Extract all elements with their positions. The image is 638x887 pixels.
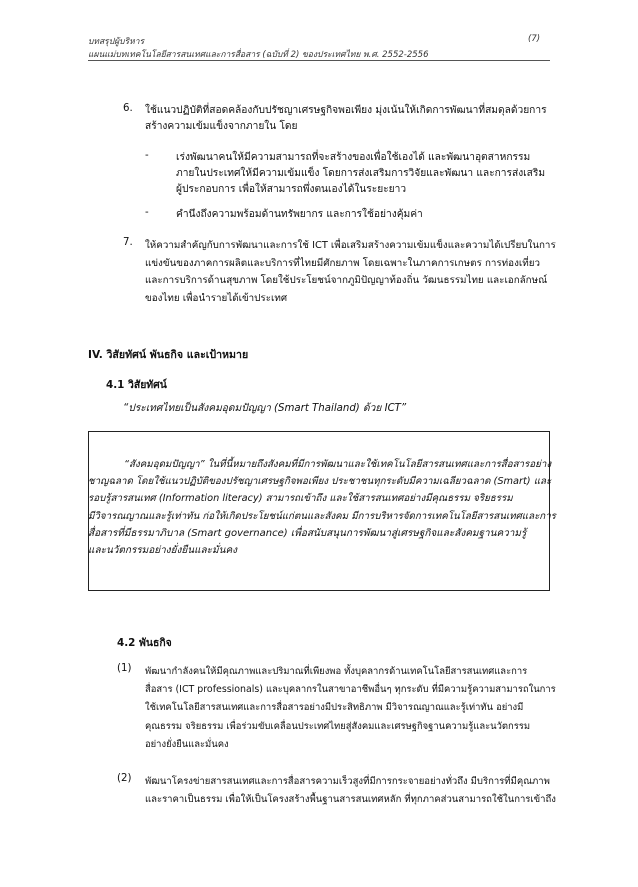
text-line: คุณธรรม จริยธรรม เพื่อร่วมขับเคลื่อนประเทศไทยสู่สังคมและเศรษฐกิจฐานความรู้และนวัตกรรม	[145, 720, 531, 732]
text-line: “สังคมอุดมปัญญา” ในที่นี้หมายถึงสังคมที่มีการพัฒนาและใช้เทคโนโลยีสารสนเทศและการสื่อสารอย่าง	[124, 459, 552, 470]
text-line: แข่งขันของภาคการผลิตและบริการที่ไทยมีศักยภาพ โดยเฉพาะในภาคการเกษตร การท่องเที่ยว	[145, 257, 540, 269]
vision-statement: “ประเทศไทยเป็นสังคมอุดมปัญญา (Smart Thailand) ด้วย ICT”	[123, 403, 407, 414]
text-line: พัฒนาโครงข่ายสารสนเทศและการสื่อสารความเร็วสูงที่มีการกระจายอย่างทั่วถึง มีบริการที่มีคุณภาพ	[145, 776, 550, 787]
page-number: (7)	[528, 34, 541, 44]
mission-1-text	[145, 663, 556, 754]
text-line: สื่อสาร (ICT professionals) และบุคลากรในสาขาอาชีพอื่นๆ ทุกระดับ ที่มีความรู้ความสามารถในการ	[145, 684, 556, 696]
text-line: สร้างความเข้มแข็งจากภายใน โดย	[145, 121, 298, 132]
mission-2-number: (2)	[117, 773, 132, 784]
section-heading: IV. วิสัยทัศน์ พันธกิจ และเป้าหมาย	[88, 349, 249, 361]
text-line: ผู้ประกอบการ เพื่อให้สามารถพึ่งตนเองได้ในระยะยาว	[176, 184, 407, 195]
text-line: ชาญฉลาด โดยใช้แนวปฏิบัติของปรัชญาเศรษฐกิจพอเพียง ประชาชนทุกระดับมีความเฉลียวฉลาด (Smart) และ	[88, 476, 552, 488]
item-6-bullet-2	[176, 207, 423, 223]
text-line: พัฒนากำลังคนให้มีคุณภาพและปริมาณที่เพียงพอ ทั้งบุคลากรด้านเทคโนโลยีสารสนเทศและการ	[145, 666, 528, 677]
header-subtitle: แผนแม่บทเทคโนโลยีสารสนเทศและการสื่อสาร (ฉบับที่ 2) ของประเทศไทย พ.ศ. 2552-2556	[88, 50, 429, 60]
text-line: และราคาเป็นธรรม เพื่อให้เป็นโครงสร้างพื้นฐานสารสนเทศหลัก ที่ทุกภาคส่วนสามารถใช้ในการเข้าถึง	[145, 794, 556, 806]
text-line: สื่อสารที่มีธรรมาภิบาล (Smart governance) เพื่อสนับสนุนการพัฒนาสู่เศรษฐกิจและสังคมฐานความรู้	[88, 527, 527, 539]
text-line: ใช้เทคโนโลยีสารสนเทศและการสื่อสารอย่างมีประสิทธิภาพ มีวิจารณญาณและรู้เท่าทัน อย่างมี	[145, 702, 524, 714]
item-6-text	[145, 103, 547, 135]
text-line: มีวิจารณญาณและรู้เท่าทัน ก่อให้เกิดประโยชน์แก่ตนและสังคม มีการบริหารจัดการเทคโนโลยีสารสนเทศและการ	[88, 510, 556, 522]
definition-text	[88, 456, 556, 559]
bullet-dash: -	[145, 150, 149, 161]
text-line: และนวัตกรรมอย่างยั่งยืนและมั่นคง	[88, 545, 238, 557]
mission-1-number: (1)	[117, 663, 132, 674]
text-line: คำนึงถึงความพร้อมด้านทรัพยากร และการใช้อย่างคุ้มค่า	[176, 209, 423, 220]
text-line: ภายในประเทศให้มีความเข้มแข็ง โดยการส่งเสริมการวิจัยและพัฒนา และการส่งเสริม	[176, 168, 546, 179]
header-divider	[88, 60, 550, 61]
item-6-number: 6.	[123, 103, 133, 114]
item-7-number: 7.	[123, 237, 133, 248]
text-line: อย่างยั่งยืนและมั่นคง	[145, 738, 229, 750]
subsection-heading-vision: 4.1 วิสัยทัศน์	[106, 379, 167, 391]
text-line: เร่งพัฒนาคนให้มีความสามารถที่จะสร้างของเพื่อใช้เองได้ และพัฒนาอุตสาหกรรม	[176, 152, 531, 163]
mission-2-text	[145, 773, 556, 809]
item-6-bullet-1	[176, 150, 545, 198]
header-title: บทสรุปผู้บริหาร	[88, 37, 145, 47]
bullet-dash: -	[145, 207, 149, 218]
item-7-text	[145, 237, 556, 307]
subsection-heading-mission: 4.2 พันธกิจ	[117, 637, 172, 649]
text-line: ใช้แนวปฏิบัติที่สอดคล้องกับปรัชญาเศรษฐกิจพอเพียง มุ่งเน้นให้เกิดการพัฒนาที่สมดุลด้วยการ	[145, 105, 547, 116]
text-line: ของไทย เพื่อนำรายได้เข้าประเทศ	[145, 292, 288, 304]
text-line: และการบริการด้านสุขภาพ โดยใช้ประโยชน์จากภูมิปัญญาท้องถิ่น วัฒนธรรมไทย และเอกลักษณ์	[145, 275, 548, 286]
text-line: รอบรู้สารสนเทศ (Information literacy) สามารถเข้าถึง และใช้สารสนเทศอย่างมีคุณธรรม จริยธรรม	[88, 493, 513, 505]
text-line: ให้ความสำคัญกับการพัฒนาและการใช้ ICT เพื่อเสริมสร้างความเข้มแข็งและความได้เปรียบในการ	[145, 240, 556, 251]
